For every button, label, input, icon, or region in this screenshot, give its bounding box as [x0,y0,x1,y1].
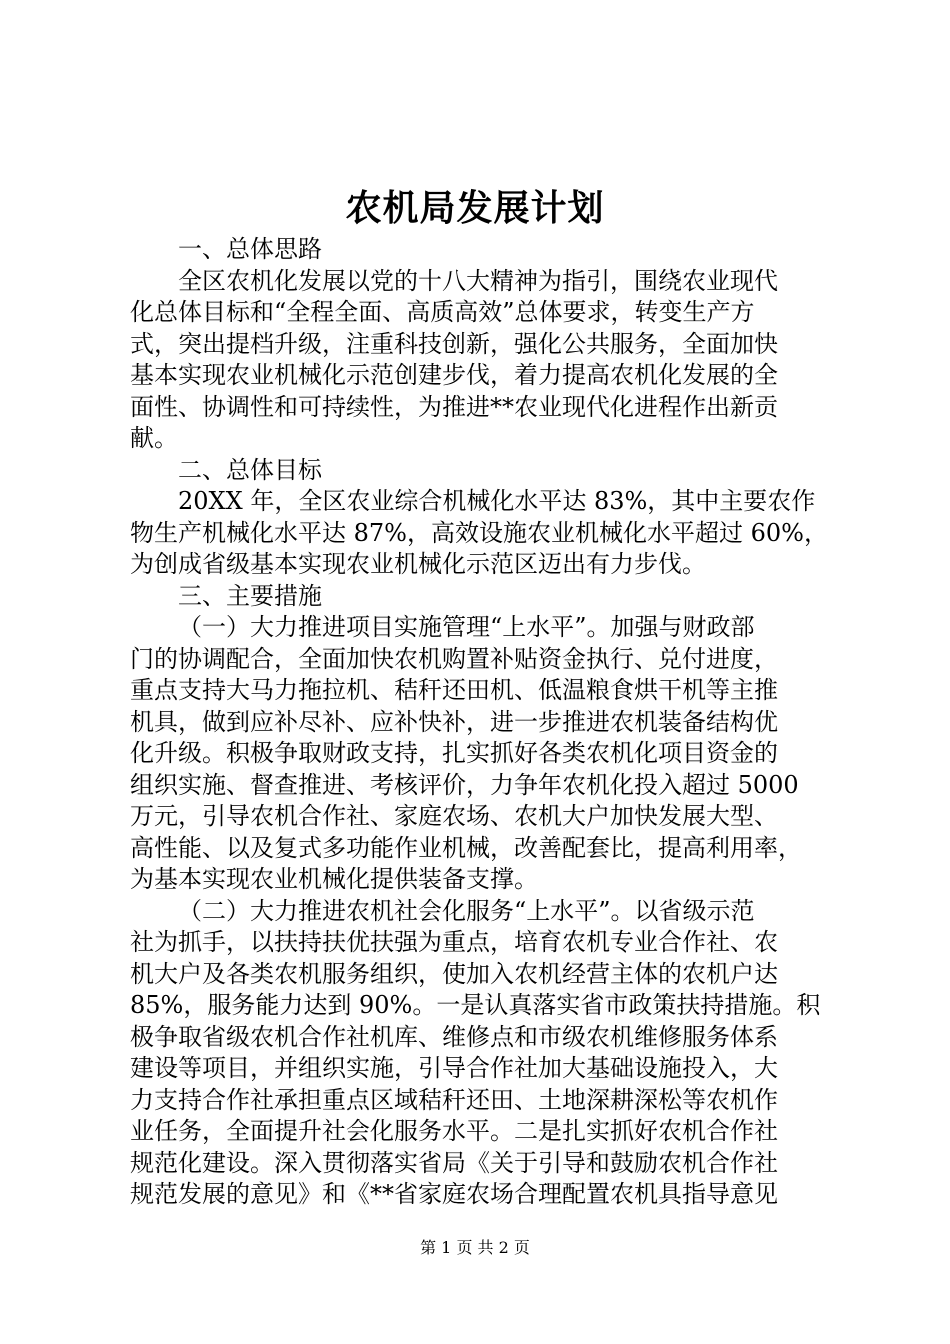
body-line: 一、总体思路 [178,235,322,263]
body-line: 式，突出提档升级，注重科技创新，强化公共服务，全面加快 [130,329,778,358]
body-line: 高性能、以及复式多功能作业机械，改善配套比，提高利用率， [130,833,802,862]
page-footer: 第 1 页 共 2 页 [420,1238,530,1257]
body-line: 组织实施、督查推进、考核评价，力争年农机化投入超过 5000 [130,770,799,799]
body-line: 重点支持大马力拖拉机、秸秆还田机、低温粮食烘干机等主推 [130,676,778,704]
body-line: 二、总体目标 [178,455,322,484]
body-line: 机具，做到应补尽补、应补快补，进一步推进农机装备结构优 [130,707,778,736]
body-line: 极争取省级农机合作社机库、维修点和市级农机维修服务体系 [130,1022,778,1051]
body-line: 建设等项目，并组织实施，引导合作社加大基础设施投入，大 [130,1054,778,1082]
body-line: 为基本实现农业机械化提供装备支撑。 [130,865,538,893]
document-body [130,234,835,1211]
body-line: 机大户及各类农机服务组织，使加入农机经营主体的农机户达 [130,959,778,988]
body-line: 三、主要措施 [178,581,322,610]
body-line: 万元，引导农机合作社、家庭农场、农机大户加快发展大型、 [130,802,778,830]
body-line: 化总体目标和“全程全面、高质高效”总体要求，转变生产方 [130,298,755,326]
body-line: 业任务，全面提升社会化服务水平。二是扎实抓好农机合作社 [130,1117,778,1145]
document-title: 农机局发展计划 [345,187,605,229]
body-line: 门的协调配合，全面加快农机购置补贴资金执行、兑付进度， [130,644,778,673]
body-line: 全区农机化发展以党的十八大精神为指引，围绕农业现代 [178,266,778,295]
body-line: 规范化建设。深入贯彻落实省局《关于引导和鼓励农机合作社 [130,1148,778,1177]
body-line: 物生产机械化水平达 87%，高效设施农业机械化水平超过 60%， [130,518,828,547]
body-line: 20XX 年，全区农业综合机械化水平达 83%，其中主要农作 [178,487,816,515]
body-line: 力支持合作社承担重点区域秸秆还田、土地深耕深松等农机作 [130,1085,778,1114]
body-line: 85%，服务能力达到 90%。一是认真落实省市政策扶持措施。积 [130,991,821,1019]
body-line: 面性、协调性和可持续性，为推进**农业现代化进程作出新贡 [130,392,778,421]
body-line: 为创成省级基本实现农业机械化示范区迈出有力步伐。 [130,550,706,578]
body-line: （二）大力推进农机社会化服务“上水平”。以省级示范 [178,896,755,925]
body-line: 化升级。积极争取财政支持，扎实抓好各类农机化项目资金的 [130,739,778,767]
body-line: 社为抓手，以扶持扶优扶强为重点，培育农机专业合作社、农 [130,928,778,956]
body-line: 规范发展的意见》和《**省家庭农场合理配置农机具指导意见 [130,1180,778,1208]
body-line: （一）大力推进项目实施管理“上水平”。加强与财政部 [178,613,755,641]
body-line: 献。 [130,424,178,452]
body-line: 基本实现农业机械化示范创建步伐，着力提高农机化发展的全 [130,361,778,389]
